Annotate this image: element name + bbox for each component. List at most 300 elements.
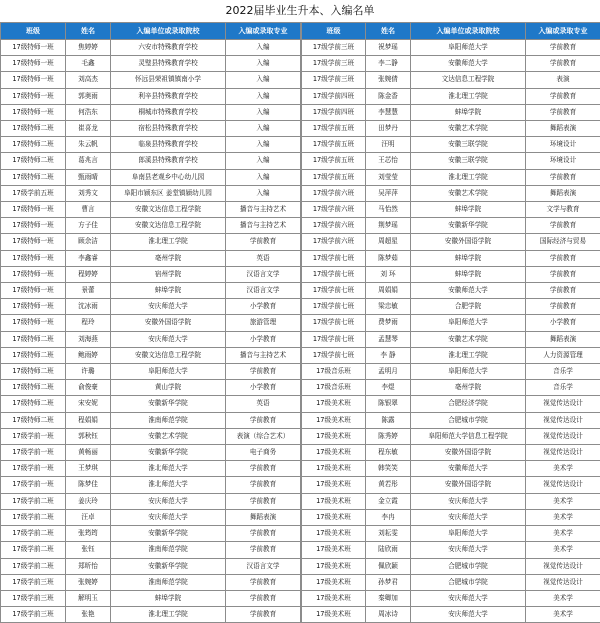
cell-institution: 安徽三联学院 [411, 153, 526, 169]
header-class: 班级 [1, 23, 66, 40]
cell-name: 黄若彤 [366, 477, 411, 493]
cell-major: 环境设计 [526, 137, 600, 153]
table-row [302, 396, 600, 412]
cell-institution: 六安市特殊教育学校 [111, 40, 226, 56]
cell-name: 何浩东 [66, 104, 111, 120]
cell-name: 王芯怡 [366, 153, 411, 169]
cell-institution: 淮北理工学院 [411, 347, 526, 363]
header-major: 入编或录取专业 [226, 23, 301, 40]
cell-major: 入编 [226, 153, 301, 169]
table-row [302, 169, 600, 185]
cell-name: 周冰诗 [366, 607, 411, 623]
cell-class: 17级学前三班 [1, 607, 66, 623]
cell-major: 美术学 [526, 607, 600, 623]
cell-major: 学前教育 [226, 574, 301, 590]
cell-major: 音乐学 [526, 364, 600, 380]
table-row [1, 185, 301, 201]
cell-major: 视觉传达设计 [526, 412, 600, 428]
cell-class: 17级美术班 [302, 574, 366, 590]
document-title: 2022届毕业生升本、入编名单 [0, 0, 600, 22]
cell-name: 毛鑫 [66, 56, 111, 72]
cell-institution: 宿州学院 [111, 266, 226, 282]
cell-major: 美术学 [526, 509, 600, 525]
cell-major: 学前教育 [526, 283, 600, 299]
table-row [1, 56, 301, 72]
cell-class: 17级特师二班 [1, 364, 66, 380]
cell-name: 陈梦佳 [66, 477, 111, 493]
cell-institution: 淮南师范学院 [111, 412, 226, 428]
cell-institution: 淮北理工学院 [111, 607, 226, 623]
cell-name: 李 静 [366, 347, 411, 363]
cell-class: 17级学前五班 [302, 137, 366, 153]
table-row [302, 283, 600, 299]
table-row [302, 202, 600, 218]
cell-class: 17级特师一班 [1, 104, 66, 120]
cell-name: 马怡然 [366, 202, 411, 218]
table-row [302, 445, 600, 461]
table-row [1, 607, 301, 623]
cell-class: 17级学前七班 [302, 347, 366, 363]
header-class: 班级 [302, 23, 366, 40]
cell-major: 学前教育 [526, 250, 600, 266]
table-row [302, 590, 600, 606]
table-row [302, 185, 600, 201]
table-row [1, 364, 301, 380]
cell-major: 学前教育 [226, 234, 301, 250]
cell-name: 崔喜龙 [66, 121, 111, 137]
cell-institution: 淮南师范学院 [111, 574, 226, 590]
cell-major: 播音与主持艺术 [226, 218, 301, 234]
cell-name: 汪卓 [66, 509, 111, 525]
cell-major: 国际经济与贸易 [526, 234, 600, 250]
header-institution: 入编单位或录取院校 [111, 23, 226, 40]
cell-class: 17级美术班 [302, 477, 366, 493]
cell-major: 舞蹈表演 [526, 331, 600, 347]
table-row [302, 299, 600, 315]
cell-class: 17级美术班 [302, 526, 366, 542]
cell-institution: 蚌埠学院 [411, 250, 526, 266]
table-row [1, 250, 301, 266]
cell-name: 孟明月 [366, 364, 411, 380]
cell-class: 17级学前六班 [302, 234, 366, 250]
cell-major: 入编 [226, 137, 301, 153]
cell-institution: 灵璧县特殊教育学校 [111, 56, 226, 72]
cell-name: 姜庆玲 [66, 493, 111, 509]
cell-class: 17级美术班 [302, 509, 366, 525]
cell-institution: 安庆师范大学 [111, 299, 226, 315]
cell-institution: 安徽师范大学 [411, 56, 526, 72]
cell-class: 17级学前七班 [302, 331, 366, 347]
cell-institution: 淮南师范学院 [111, 542, 226, 558]
cell-name: 李煜 [366, 380, 411, 396]
cell-major: 小学教育 [226, 380, 301, 396]
cell-institution: 阜阳师范大学 [411, 40, 526, 56]
header-row [302, 23, 600, 40]
cell-class: 17级特师一班 [1, 234, 66, 250]
cell-institution: 安徽外国语学院 [111, 315, 226, 331]
cell-name: 周超星 [366, 234, 411, 250]
cell-class: 17级特师二班 [1, 121, 66, 137]
cell-class: 17级学前五班 [302, 153, 366, 169]
cell-major: 小学教育 [226, 299, 301, 315]
cell-class: 17级美术班 [302, 428, 366, 444]
cell-class: 17级特师一班 [1, 250, 66, 266]
cell-institution: 文达信息工程学院 [411, 72, 526, 88]
cell-name: 程玲 [66, 315, 111, 331]
cell-institution: 安庆师范大学 [111, 509, 226, 525]
cell-class: 17级学前六班 [302, 218, 366, 234]
cell-institution: 黄山学院 [111, 380, 226, 396]
cell-major: 环境设计 [526, 153, 600, 169]
table-row [1, 234, 301, 250]
cell-major: 学前教育 [226, 493, 301, 509]
cell-name: 宋安妮 [66, 396, 111, 412]
cell-major: 入编 [226, 169, 301, 185]
table-row [302, 574, 600, 590]
cell-name: 李冉 [366, 509, 411, 525]
cell-institution: 安徽外国语学院 [411, 234, 526, 250]
table-row [1, 137, 301, 153]
cell-major: 视觉传达设计 [526, 396, 600, 412]
cell-class: 17级特师一班 [1, 40, 66, 56]
cell-class: 17级学前一班 [1, 445, 66, 461]
cell-name: 刘 环 [366, 266, 411, 282]
cell-class: 17级美术班 [302, 607, 366, 623]
cell-institution: 阜阳师范大学 [411, 364, 526, 380]
table-row [1, 266, 301, 282]
table-row [1, 347, 301, 363]
cell-institution: 蚌埠学院 [111, 590, 226, 606]
table-row [1, 477, 301, 493]
cell-institution: 安徽文达信息工程学院 [111, 218, 226, 234]
table-row [302, 428, 600, 444]
cell-institution: 安徽艺术学院 [411, 121, 526, 137]
table-row [1, 299, 301, 315]
cell-name: 郭秋钰 [66, 428, 111, 444]
table-row [302, 153, 600, 169]
cell-class: 17级学前六班 [302, 202, 366, 218]
cell-institution: 宿松县特殊教育学校 [111, 121, 226, 137]
cell-class: 17级特师二班 [1, 137, 66, 153]
header-name: 姓名 [366, 23, 411, 40]
cell-name: 朱云帆 [66, 137, 111, 153]
cell-major: 学前教育 [526, 40, 600, 56]
table-row [302, 558, 600, 574]
cell-major: 学前教育 [226, 607, 301, 623]
table-row [1, 104, 301, 120]
table-row [302, 477, 600, 493]
cell-name: 陈金香 [366, 88, 411, 104]
cell-major: 汉语言文学 [226, 266, 301, 282]
cell-name: 费梦雨 [366, 315, 411, 331]
cell-institution: 淮北师范大学 [111, 477, 226, 493]
cell-class: 17级学前五班 [1, 185, 66, 201]
table-row [1, 461, 301, 477]
cell-major: 学前教育 [226, 364, 301, 380]
table-row [1, 153, 301, 169]
cell-name: 郑昕怡 [66, 558, 111, 574]
cell-name: 吴萍萍 [366, 185, 411, 201]
cell-class: 17级美术班 [302, 412, 366, 428]
cell-class: 17级学前二班 [1, 509, 66, 525]
roster-grid [0, 22, 600, 623]
table-row [302, 72, 600, 88]
cell-class: 17级特师二班 [1, 169, 66, 185]
cell-name: 田梦丹 [366, 121, 411, 137]
table-row [302, 347, 600, 363]
cell-institution: 亳州学院 [411, 380, 526, 396]
cell-name: 王梦琪 [66, 461, 111, 477]
cell-name: 汪明 [366, 137, 411, 153]
cell-class: 17级音乐班 [302, 380, 366, 396]
table-row [1, 526, 301, 542]
cell-class: 17级学前二班 [1, 558, 66, 574]
cell-name: 葛兆言 [66, 153, 111, 169]
cell-major: 学前教育 [226, 542, 301, 558]
cell-name: 景蕾 [66, 283, 111, 299]
cell-major: 旅游管理 [226, 315, 301, 331]
cell-major: 学前教育 [526, 88, 600, 104]
cell-class: 17级学前三班 [302, 72, 366, 88]
cell-institution: 安徽新华学院 [111, 558, 226, 574]
cell-institution: 安徽文达信息工程学院 [111, 347, 226, 363]
cell-institution: 安徽新华学院 [111, 526, 226, 542]
cell-institution: 合肥城市学院 [411, 558, 526, 574]
cell-institution: 安徽文达信息工程学院 [111, 202, 226, 218]
table-row [302, 104, 600, 120]
table-row [302, 234, 600, 250]
cell-major: 学前教育 [226, 590, 301, 606]
cell-major: 表演（综合艺术） [226, 428, 301, 444]
cell-class: 17级学前七班 [302, 283, 366, 299]
cell-class: 17级美术班 [302, 542, 366, 558]
cell-major: 学前教育 [526, 104, 600, 120]
cell-class: 17级美术班 [302, 558, 366, 574]
table-row [302, 509, 600, 525]
cell-institution: 蚌埠学院 [411, 202, 526, 218]
cell-class: 17级学前四班 [302, 104, 366, 120]
cell-class: 17级特师一班 [1, 202, 66, 218]
cell-class: 17级学前二班 [1, 493, 66, 509]
cell-major: 视觉传达设计 [526, 445, 600, 461]
table-row [302, 315, 600, 331]
cell-major: 学前教育 [526, 218, 600, 234]
cell-class: 17级美术班 [302, 493, 366, 509]
cell-name: 张婉倩 [366, 72, 411, 88]
cell-class: 17级特师二班 [1, 153, 66, 169]
table-row [1, 169, 301, 185]
cell-class: 17级学前二班 [1, 526, 66, 542]
cell-name: 许璐 [66, 364, 111, 380]
cell-institution: 安徽新华学院 [411, 218, 526, 234]
table-row [1, 493, 301, 509]
cell-major: 学前教育 [526, 56, 600, 72]
table-row [1, 412, 301, 428]
cell-major: 舞蹈表演 [526, 185, 600, 201]
cell-class: 17级特师一班 [1, 72, 66, 88]
cell-class: 17级特师二班 [1, 380, 66, 396]
table-row [1, 72, 301, 88]
cell-institution: 安庆师范大学 [111, 331, 226, 347]
cell-institution: 合肥学院 [411, 299, 526, 315]
cell-class: 17级特师二班 [1, 331, 66, 347]
cell-class: 17级学前三班 [302, 40, 366, 56]
cell-name: 程东敏 [366, 445, 411, 461]
cell-major: 人力资源管理 [526, 347, 600, 363]
cell-institution: 安庆师范大学 [411, 590, 526, 606]
cell-name: 陈露 [366, 412, 411, 428]
cell-institution: 阜阳师范大学 [411, 526, 526, 542]
cell-institution: 合肥经济学院 [411, 396, 526, 412]
cell-major: 学前教育 [226, 526, 301, 542]
table-row [1, 283, 301, 299]
table-row [302, 364, 600, 380]
table-row [1, 121, 301, 137]
table-row [302, 88, 600, 104]
cell-major: 舞蹈表演 [226, 509, 301, 525]
cell-name: 刘海燕 [66, 331, 111, 347]
cell-major: 音乐学 [526, 380, 600, 396]
cell-institution: 合肥城市学院 [411, 574, 526, 590]
cell-name: 沈冰雨 [66, 299, 111, 315]
table-row [1, 396, 301, 412]
cell-class: 17级美术班 [302, 590, 366, 606]
cell-major: 表演 [526, 72, 600, 88]
cell-class: 17级学前三班 [1, 590, 66, 606]
cell-name: 陈梦茹 [366, 250, 411, 266]
cell-major: 小学教育 [226, 331, 301, 347]
cell-major: 学前教育 [226, 412, 301, 428]
cell-major: 视觉传达设计 [526, 428, 600, 444]
cell-class: 17级美术班 [302, 445, 366, 461]
cell-name: 刘莹莹 [366, 169, 411, 185]
cell-institution: 淮北师范大学 [111, 461, 226, 477]
table-row [1, 558, 301, 574]
cell-institution: 安庆师范大学 [411, 607, 526, 623]
cell-institution: 郎溪县特殊教育学校 [111, 153, 226, 169]
cell-major: 视觉传达设计 [526, 558, 600, 574]
cell-name: 李慧慧 [366, 104, 411, 120]
cell-institution: 安庆师范大学 [411, 509, 526, 525]
cell-name: 周娟娟 [366, 283, 411, 299]
cell-major: 播音与主持艺术 [226, 202, 301, 218]
cell-name: 焦婷婷 [66, 40, 111, 56]
cell-institution: 安庆师范大学 [411, 493, 526, 509]
cell-class: 17级学前一班 [1, 477, 66, 493]
cell-class: 17级特师一班 [1, 299, 66, 315]
header-major: 入编或录取专业 [526, 23, 600, 40]
cell-name: 顾余洁 [66, 234, 111, 250]
cell-major: 美术学 [526, 461, 600, 477]
table-row [302, 607, 600, 623]
cell-major: 入编 [226, 88, 301, 104]
cell-class: 17级特师一班 [1, 56, 66, 72]
table-row [302, 526, 600, 542]
cell-name: 陈秀婷 [366, 428, 411, 444]
cell-class: 17级特师一班 [1, 283, 66, 299]
header-institution: 入编单位或录取院校 [411, 23, 526, 40]
cell-institution: 安徽外国语学院 [411, 477, 526, 493]
cell-class: 17级特师一班 [1, 88, 66, 104]
cell-institution: 安庆师范大学 [411, 542, 526, 558]
cell-class: 17级学前七班 [302, 266, 366, 282]
cell-institution: 阜阳师范大学 [111, 364, 226, 380]
roster-table-left [0, 22, 301, 623]
cell-class: 17级学前五班 [302, 121, 366, 137]
cell-institution: 阜阳师范大学信息工程学院 [411, 428, 526, 444]
cell-institution: 安庆师范大学 [111, 493, 226, 509]
table-row [302, 331, 600, 347]
cell-institution: 蚌埠学院 [411, 104, 526, 120]
cell-institution: 阜阳师范大学 [411, 315, 526, 331]
cell-class: 17级学前七班 [302, 315, 366, 331]
cell-name: 李二静 [366, 56, 411, 72]
cell-institution: 淮北理工学院 [411, 169, 526, 185]
cell-major: 学前教育 [226, 477, 301, 493]
cell-name: 梁忠敏 [366, 299, 411, 315]
cell-major: 学前教育 [526, 266, 600, 282]
cell-institution: 淮北理工学院 [411, 88, 526, 104]
table-row [1, 428, 301, 444]
cell-name: 孙梦君 [366, 574, 411, 590]
right-table-body [302, 40, 600, 623]
cell-name: 孟慧琴 [366, 331, 411, 347]
cell-class: 17级学前五班 [302, 169, 366, 185]
cell-institution: 安徽师范大学 [411, 461, 526, 477]
cell-institution: 蚌埠学院 [411, 266, 526, 282]
cell-class: 17级美术班 [302, 396, 366, 412]
cell-institution: 安徽艺术学院 [411, 331, 526, 347]
table-row [302, 121, 600, 137]
cell-name: 佩欣颖 [366, 558, 411, 574]
cell-major: 视觉传达设计 [526, 477, 600, 493]
cell-name: 金立霞 [366, 493, 411, 509]
cell-major: 学前教育 [526, 169, 600, 185]
cell-name: 刘高杰 [66, 72, 111, 88]
cell-name: 陈银翠 [366, 396, 411, 412]
table-row [1, 40, 301, 56]
cell-major: 英语 [226, 396, 301, 412]
cell-class: 17级特师一班 [1, 266, 66, 282]
cell-name: 方子佳 [66, 218, 111, 234]
table-row [1, 88, 301, 104]
cell-major: 学前教育 [526, 299, 600, 315]
cell-class: 17级特师一班 [1, 218, 66, 234]
cell-name: 荆梦瑶 [366, 218, 411, 234]
cell-class: 17级学前三班 [1, 574, 66, 590]
table-row [1, 315, 301, 331]
cell-major: 小学教育 [526, 315, 600, 331]
cell-major: 入编 [226, 56, 301, 72]
cell-name: 张艳 [66, 607, 111, 623]
cell-major: 视觉传达设计 [526, 574, 600, 590]
cell-institution: 安徽新华学院 [111, 445, 226, 461]
cell-institution: 淮北理工学院 [111, 234, 226, 250]
cell-name: 郭奥雨 [66, 88, 111, 104]
table-row [302, 250, 600, 266]
cell-name: 张婉婷 [66, 574, 111, 590]
cell-major: 入编 [226, 72, 301, 88]
cell-institution: 利辛县特殊教育学校 [111, 88, 226, 104]
cell-name: 程婷婷 [66, 266, 111, 282]
table-row [1, 509, 301, 525]
cell-institution: 合肥城市学院 [411, 412, 526, 428]
cell-institution: 桐城市特殊教育学校 [111, 104, 226, 120]
cell-major: 舞蹈表演 [526, 121, 600, 137]
cell-name: 程娟娟 [66, 412, 111, 428]
header-row [1, 23, 301, 40]
cell-major: 入编 [226, 185, 301, 201]
